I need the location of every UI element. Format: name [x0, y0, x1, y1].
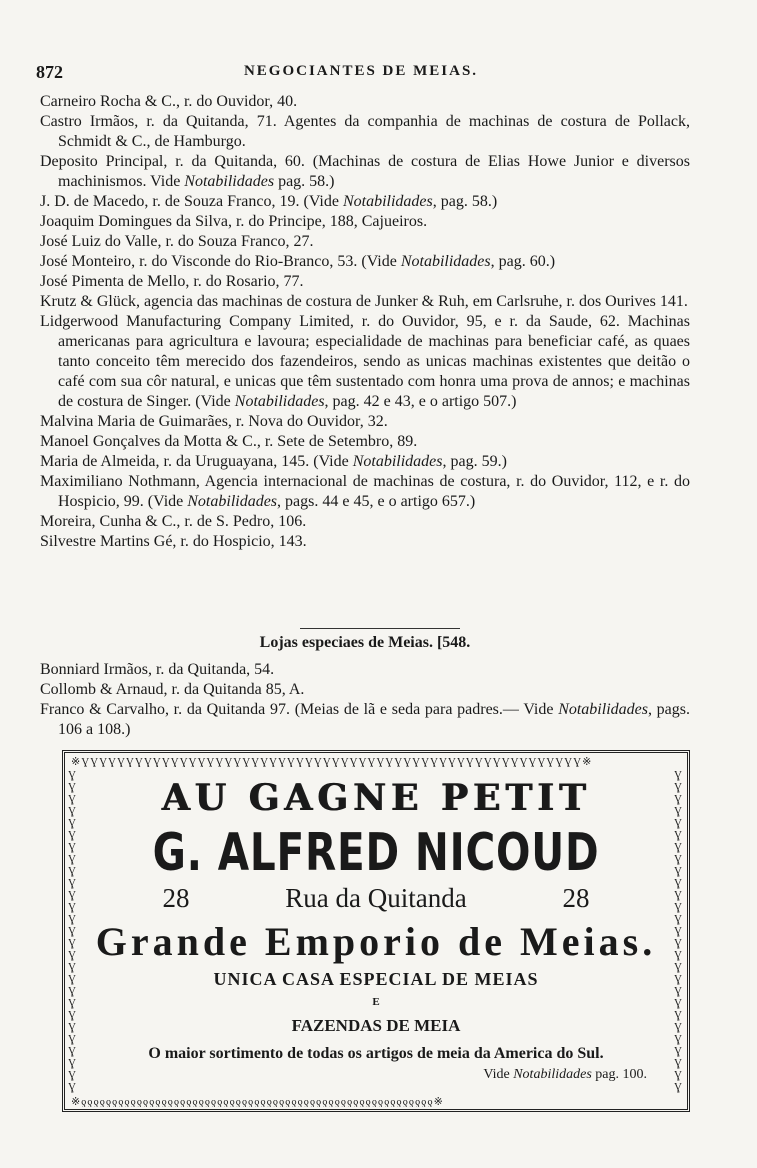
list-entry — [40, 700, 690, 740]
entry-text-tail: , pags. 44 e 45, e o artigo 657.) — [277, 493, 476, 510]
list-entry — [40, 272, 690, 292]
ad-tagline: Grande Emporio de Meias. — [95, 919, 657, 964]
entry-text: Joaquim Domingues da Silva, r. do Principe, 188, Cajueiros. — [40, 213, 428, 230]
ad-address — [85, 883, 667, 914]
entry-text: José Luiz do Valle, r. do Souza Franco, 27. — [40, 233, 314, 250]
ornamental-border-top: ※ƔƔƔƔƔƔƔƔƔƔƔƔƔƔƔƔƔƔƔƔƔƔƔƔƔƔƔƔƔƔƔƔƔƔƔƔƔƔƔƔƔƔƔƔƔƔƔƔƔƔƔƔƔƔƔƔ※ — [71, 756, 593, 767]
shop-list — [40, 660, 690, 740]
entry-text: Maria de Almeida, r. da Uruguayana, 145. (Vide — [40, 453, 353, 470]
ad-owner: G. ALFRED NICOUD — [152, 823, 600, 883]
list-entry — [40, 152, 690, 192]
entry-text: Krutz & Glück, agencia das machinas de costura de Junker & Ruh, em Carlsruhe, r. dos Ourives 141. — [40, 293, 688, 310]
list-entry — [40, 212, 690, 232]
entry-text: Lidgerwood Manufacturing Company Limited, r. do Ouvidor, 95, e r. da Saude, 62. Machinas americanas para agricultura e lavoura; especialidade de machinas para beneficiar café, as quaes tanto conceito têm merecido dos fazendeiros, sendo as unicas machinas existentes que deitão o café com sua côr natural, e unicas que têm sustentado com honra uma prova de annos; e machinas de costura de Singer. (Vide — [40, 313, 690, 410]
ornamental-border-bottom: ※ƍƍƍƍƍƍƍƍƍƍƍƍƍƍƍƍƍƍƍƍƍƍƍƍƍƍƍƍƍƍƍƍƍƍƍƍƍƍƍƍƍƍƍƍƍƍƍƍƍƍƍƍƍƍƍƍƍ※ — [71, 1096, 444, 1107]
entry-text: Castro Irmãos, r. da Quitanda, 71. Agentes da companhia de machinas de costura de Pollack, Schmidt & C., de Hamburgo. — [40, 113, 690, 150]
list-entry — [40, 232, 690, 252]
entry-text: Malvina Maria de Guimarães, r. Nova do Ouvidor, 32. — [40, 413, 388, 430]
ad-secondary-line: FAZENDAS DE MEIA — [291, 1016, 461, 1035]
ad-reference — [483, 1067, 647, 1083]
ad-conjunction: E — [372, 996, 380, 1008]
list-entry — [40, 452, 690, 472]
ad-address-number: 28 — [562, 883, 590, 913]
page-title: NEGOCIANTES DE MEIAS. — [243, 63, 479, 79]
list-entry — [40, 432, 690, 452]
section-heading: Lojas especiaes de Meias. [548. — [259, 634, 471, 651]
entry-text-tail: , pag. 60.) — [490, 253, 556, 270]
ad-address-number: 28 — [162, 883, 190, 913]
entry-reference-note: Notabilidades — [558, 701, 648, 718]
list-entry — [40, 192, 690, 212]
entry-text: Carneiro Rocha & C., r. do Ouvidor, 40. — [40, 93, 298, 110]
ad-brand: AU GAGNE PETIT — [161, 777, 591, 819]
page-number: 872 — [36, 62, 63, 82]
entry-reference-note: Notabilidades — [342, 193, 433, 210]
advertisement — [62, 750, 690, 1112]
list-entry — [40, 532, 690, 552]
entry-reference-note: Notabilidades — [352, 453, 443, 470]
entry-text-tail: , pags. 106 a 108.) — [58, 701, 691, 738]
entry-text-tail: , pag. 59.) — [442, 453, 507, 470]
entry-text: Deposito Principal, r. da Quitanda, 60. (Machinas de costura de Elias Howe Junior e diversos machinismos. Vide — [40, 153, 690, 190]
entry-reference-note: Notabilidades — [234, 393, 325, 410]
list-entry — [40, 252, 690, 272]
ad-address-street: Rua da Quitanda — [285, 883, 467, 913]
entry-text: José Pimenta de Mello, r. do Rosario, 77. — [40, 273, 304, 290]
entry-text-tail: , pag. 42 e 43, e o artigo 507.) — [324, 393, 517, 410]
list-entry — [40, 412, 690, 432]
entry-text: José Monteiro, r. do Visconde do Rio-Branco, 53. (Vide — [40, 253, 401, 270]
entry-text: Manoel Gonçalves da Motta & C., r. Sete de Setembro, 89. — [40, 433, 418, 450]
ad-reference-note: Notabilidades — [513, 1067, 592, 1082]
list-entry — [40, 680, 690, 700]
entry-text-tail: pag. 58.) — [274, 173, 335, 190]
entry-text: Franco & Carvalho, r. da Quitanda 97. (Meias de lã e seda para padres.— Vide — [40, 701, 559, 718]
ad-reference-prefix: Vide — [483, 1067, 514, 1082]
list-entry — [40, 472, 690, 512]
list-entry — [40, 512, 690, 532]
list-entry — [40, 660, 690, 680]
entry-text: J. D. de Macedo, r. de Souza Franco, 19. (Vide — [40, 193, 343, 210]
running-head — [36, 62, 686, 84]
merchant-list — [40, 92, 690, 552]
entry-text-tail: , pag. 58.) — [432, 193, 498, 210]
list-entry — [40, 312, 690, 412]
list-entry — [40, 92, 690, 112]
list-entry — [40, 292, 690, 312]
entry-text: Bonniard Irmãos, r. da Quitanda, 54. — [40, 661, 275, 678]
ad-reference-tail: pag. 100. — [591, 1067, 647, 1082]
entry-text: Moreira, Cunha & C., r. de S. Pedro, 106. — [40, 513, 307, 530]
ornamental-border-left: ƔƔƔƔƔƔƔƔƔƔƔƔƔƔƔƔƔƔƔƔƔƔƔƔƔƔƔ — [68, 769, 76, 1093]
list-entry — [40, 112, 690, 152]
entry-reference-note: Notabilidades — [400, 253, 491, 270]
entry-text: Collomb & Arnaud, r. da Quitanda 85, A. — [40, 681, 305, 698]
section-divider — [300, 628, 460, 629]
entry-text: Maximiliano Nothmann, Agencia internacional de machinas de costura, r. do Ouvidor, 112, e r. do Hospicio, 99. (Vide — [40, 473, 690, 510]
ornamental-border-right: ƔƔƔƔƔƔƔƔƔƔƔƔƔƔƔƔƔƔƔƔƔƔƔƔƔƔƔ — [674, 769, 682, 1093]
entry-reference-note: Notabilidades — [184, 173, 275, 190]
ad-specialty: UNICA CASA ESPECIAL DE MEIAS — [213, 969, 539, 989]
ad-slogan: O maior sortimento de todas os artigos de meia da America do Sul. — [148, 1045, 604, 1062]
entry-reference-note: Notabilidades — [187, 493, 278, 510]
entry-text: Silvestre Martins Gé, r. do Hospicio, 143. — [40, 533, 307, 550]
